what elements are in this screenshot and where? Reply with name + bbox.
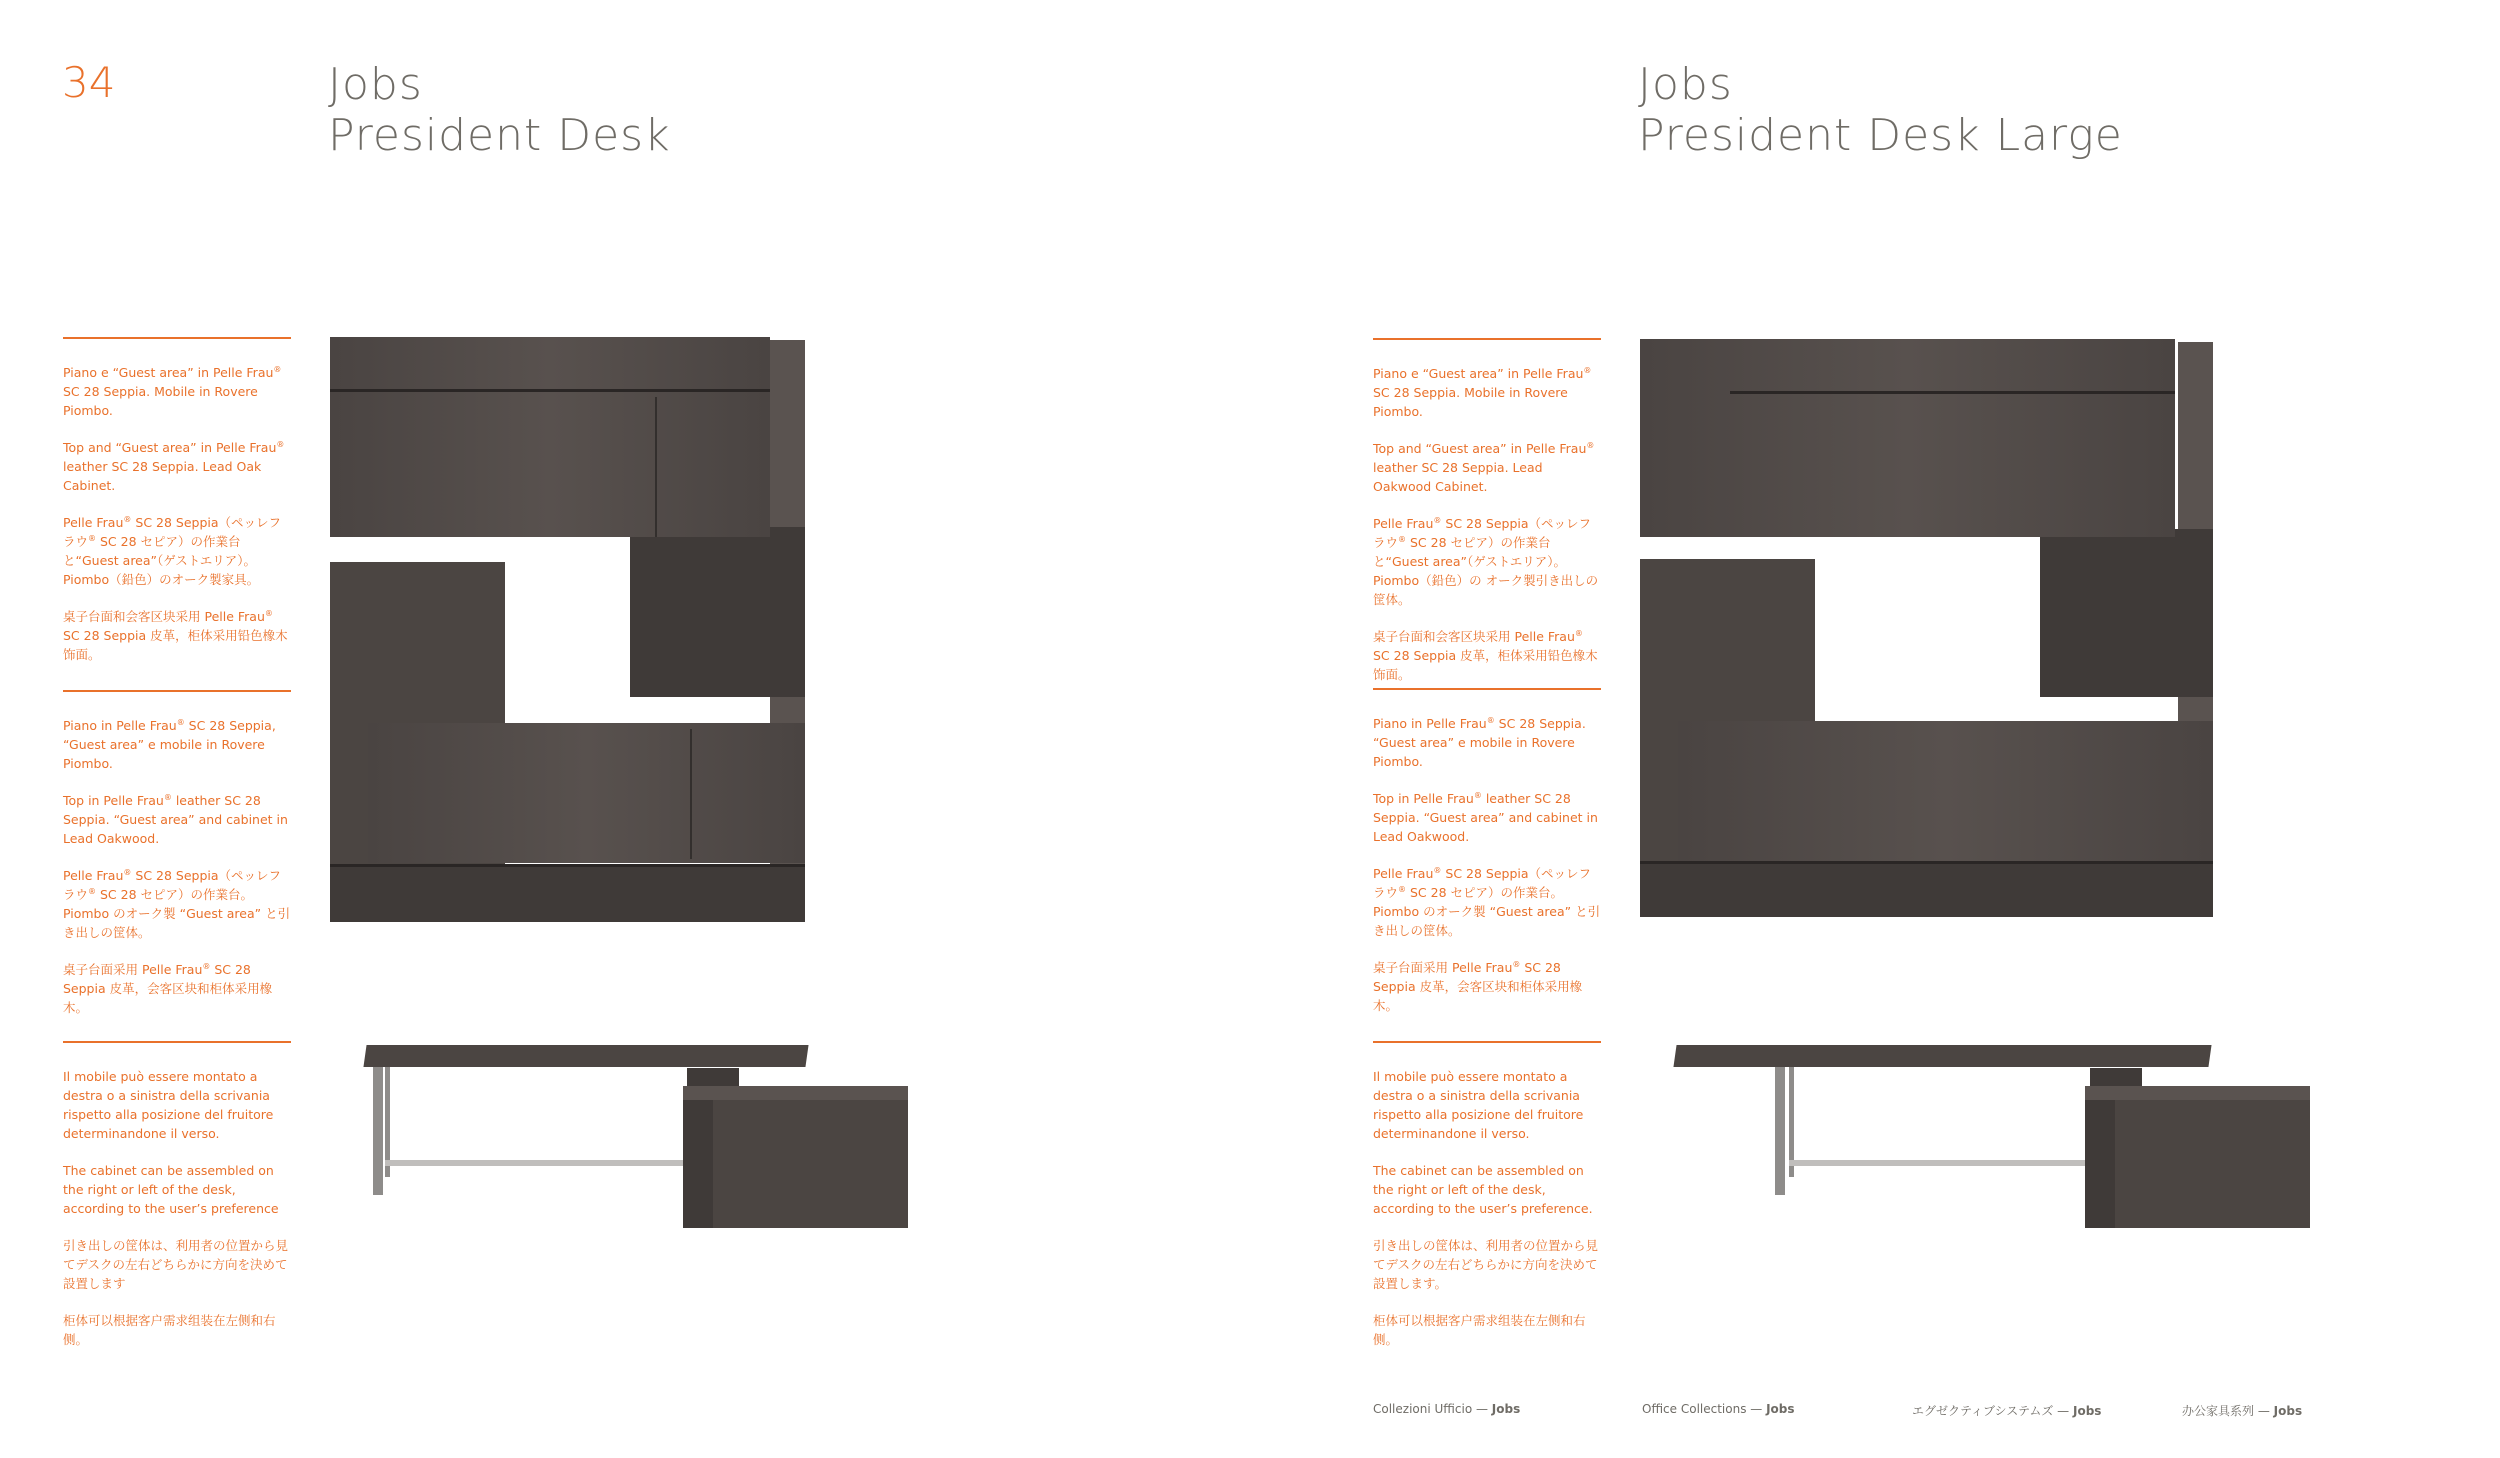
caption-zh: 桌子台面和会客区块采用 Pelle Frau® SC 28 Seppia 皮革，柜体采用铅色橡木饰面。 xyxy=(63,608,288,662)
desk-top xyxy=(363,1045,808,1067)
groove xyxy=(330,864,805,867)
caption-ja: Pelle Frau® SC 28 Seppia（ペッレフラウ® SC 28 セピア）の作業台。Piombo のオーク製 “Guest area” と引き出しの筐体。 xyxy=(1373,865,1601,938)
caption-en: Top and “Guest area” in Pelle Frau® leather SC 28 Seppia. Lead Oakwood Cabinet. xyxy=(1373,440,1595,494)
desk-base-lower xyxy=(1640,864,2213,917)
desk-perspective-image xyxy=(365,1040,910,1230)
desk-bar xyxy=(1789,1160,2089,1166)
cabinet-top-right xyxy=(630,527,805,697)
caption-it: Piano in Pelle Frau® SC 28 Seppia. “Guest area” e mobile in Rovere Piombo. xyxy=(1373,715,1586,769)
cabinet-top-right xyxy=(2040,529,2213,697)
footer-item-ja xyxy=(1912,1402,2101,1419)
desk-top-upper xyxy=(1640,339,2175,537)
footer-label: 办公家具系列 — xyxy=(2182,1404,2274,1418)
caption-ja: Pelle Frau® SC 28 Seppia（ペッレフラウ® SC 28 セピア）の作業台。Piombo のオーク製 “Guest area” と引き出しの筐体。 xyxy=(63,867,291,940)
caption-it: Piano e “Guest area” in Pelle Frau® SC 28 Seppia. Mobile in Rovere Piombo. xyxy=(1373,365,1592,419)
caption-en: The cabinet can be assembled on the right or left of the desk, according to the user’s preference xyxy=(63,1163,279,1216)
caption-section-3 xyxy=(63,1041,291,1367)
footer-item-en xyxy=(1642,1402,1795,1416)
footer-bold: Jobs xyxy=(1491,1402,1521,1416)
desk-top-upper xyxy=(330,337,770,537)
desk-bar xyxy=(385,1160,685,1166)
desk-base-lower xyxy=(330,867,805,922)
desk-support xyxy=(2090,1068,2142,1086)
groove xyxy=(330,389,770,392)
caption-ja: 引き出しの筐体は、利用者の位置から見てデスクの左右どちらかに方向を決めて設置します。 xyxy=(1373,1238,1599,1291)
footer-label: Collezioni Ufficio — xyxy=(1373,1402,1492,1416)
caption-zh: 桌子台面采用 Pelle Frau® SC 28 Seppia 皮革，会客区块和柜体采用橡木。 xyxy=(63,961,273,1015)
caption-en: Top and “Guest area” in Pelle Frau® leather SC 28 Seppia. Lead Oak Cabinet. xyxy=(63,439,285,493)
desk-top-view-image xyxy=(330,337,810,922)
caption-section-2 xyxy=(1373,688,1601,1033)
title-line2: President Desk Large xyxy=(1638,110,2123,161)
desk-support xyxy=(687,1068,739,1086)
caption-en: The cabinet can be assembled on the right or left of the desk, according to the user’s preference. xyxy=(1373,1163,1593,1216)
cabinet-front xyxy=(683,1100,713,1228)
caption-section-1 xyxy=(63,337,291,682)
groove xyxy=(1640,861,2213,864)
desk-leg xyxy=(1775,1067,1785,1195)
groove xyxy=(690,729,692,859)
desk-leg xyxy=(373,1067,383,1195)
footer-item-zh xyxy=(2182,1402,2302,1419)
caption-ja: Pelle Frau® SC 28 Seppia（ペッレフラウ® SC 28 セピア）の作業台と“Guest area”（ゲストエリア）。Piombo（鉛色）の オーク製引き出しの筐体。 xyxy=(1373,515,1599,607)
footer-label: エグゼクティブシステムズ — xyxy=(1912,1404,2073,1418)
cabinet-body xyxy=(2085,1100,2310,1228)
caption-it: Il mobile può essere montato a destra o a sinistra della scrivania rispetto alla posizione del fruitore determinandone il verso. xyxy=(1373,1069,1584,1141)
caption-en: Top in Pelle Frau® leather SC 28 Seppia. “Guest area” and cabinet in Lead Oakwood. xyxy=(63,792,288,846)
caption-ja: 引き出しの筐体は、利用者の位置から見てデスクの左右どちらかに方向を決めて設置します xyxy=(63,1238,289,1291)
desk-large-perspective-image xyxy=(1675,1040,2315,1230)
caption-it: Il mobile può essere montato a destra o a sinistra della scrivania rispetto alla posizione del fruitore determinandone il verso. xyxy=(63,1069,274,1141)
caption-section-2 xyxy=(63,690,291,1035)
desk-top-lower xyxy=(368,723,805,863)
desk-top-lower xyxy=(1678,721,2213,861)
caption-zh: 桌子台面采用 Pelle Frau® SC 28 Seppia 皮革，会客区块和柜体采用橡木。 xyxy=(1373,959,1583,1013)
caption-it: Piano e “Guest area” in Pelle Frau® SC 28 Seppia. Mobile in Rovere Piombo. xyxy=(63,364,282,418)
cabinet-front xyxy=(2085,1100,2115,1228)
caption-it: Piano in Pelle Frau® SC 28 Seppia, “Guest area” e mobile in Rovere Piombo. xyxy=(63,717,276,771)
page-number: 34 xyxy=(62,58,116,107)
caption-section-3 xyxy=(1373,1041,1601,1367)
caption-section-1 xyxy=(1373,338,1601,702)
footer-bold: Jobs xyxy=(2273,1404,2303,1418)
groove xyxy=(655,397,657,537)
title-line2: President Desk xyxy=(328,110,671,161)
caption-zh: 柜体可以根据客户需求组装在左侧和右侧。 xyxy=(63,1313,276,1347)
caption-zh: 桌子台面和会客区块采用 Pelle Frau® SC 28 Seppia 皮革，柜体采用铅色橡木饰面。 xyxy=(1373,628,1598,682)
groove xyxy=(1730,391,2175,394)
title-line1: Jobs xyxy=(1638,59,1733,110)
title-president-desk xyxy=(328,60,671,162)
footer-item-it xyxy=(1373,1402,1520,1416)
footer-bold: Jobs xyxy=(2073,1404,2102,1418)
caption-ja: Pelle Frau® SC 28 Seppia（ペッレフラウ® SC 28 セピア）の作業台と“Guest area”（ゲストエリア）。Piombo（鉛色）のオーク製家具。 xyxy=(63,514,282,587)
desk-large-top-view-image xyxy=(1640,339,2215,919)
caption-en: Top in Pelle Frau® leather SC 28 Seppia. “Guest area” and cabinet in Lead Oakwood. xyxy=(1373,790,1598,844)
desk-top xyxy=(1673,1045,2211,1067)
title-line1: Jobs xyxy=(328,59,423,110)
cabinet-body xyxy=(683,1100,908,1228)
footer-bold: Jobs xyxy=(1766,1402,1795,1416)
footer-label: Office Collections — xyxy=(1642,1402,1767,1416)
title-president-desk-large xyxy=(1638,60,2123,162)
caption-zh: 柜体可以根据客户需求组装在左侧和右侧。 xyxy=(1373,1313,1586,1347)
